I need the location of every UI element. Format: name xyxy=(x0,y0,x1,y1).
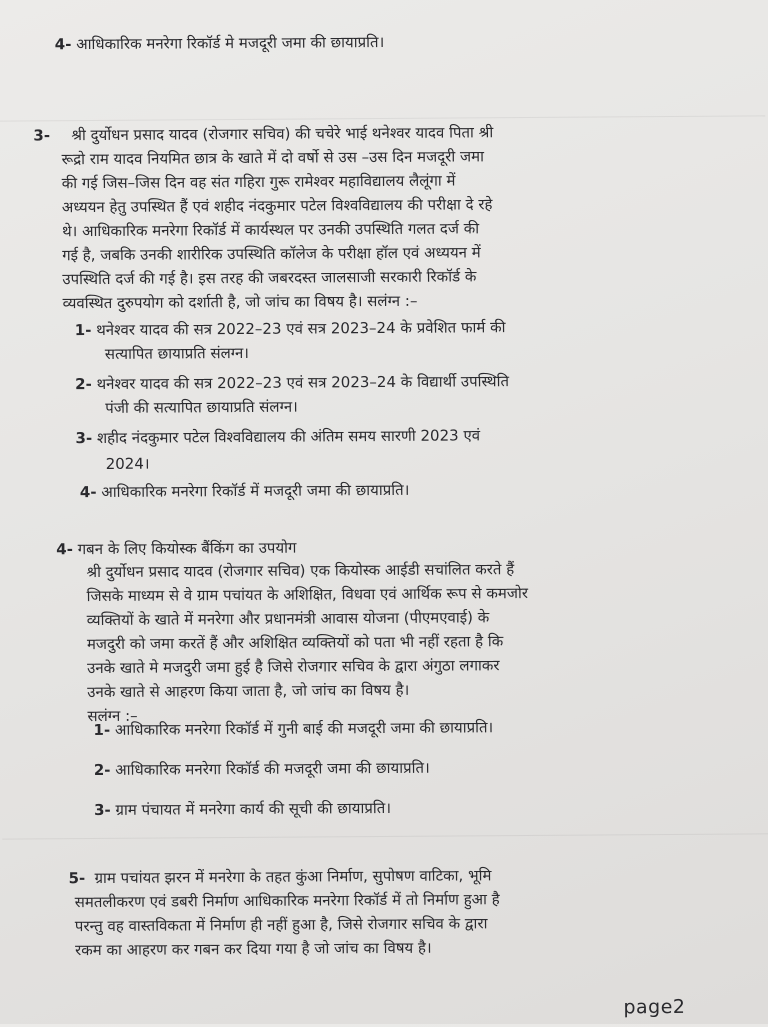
section-heading-text: गबन के लिए कियोस्क बैंकिंग का उपयोग xyxy=(77,538,297,559)
attachment-item xyxy=(94,796,391,823)
section-5-line: समतलीकरण एवं डबरी निर्माण आधिकारिक मनरेगा रिकॉर्ड में तो निर्माण हुआ है xyxy=(74,890,500,912)
section-3-line: गई है, जबकि उनकी शारीरिक उपस्थिति कॉलेज के परीक्षा हॉल एवं अध्ययन में xyxy=(62,243,481,265)
item-number: 1- xyxy=(93,720,111,740)
section-5-line: परन्तु वह वास्तविकता में निर्माण ही नहीं हुआ है, जिसे रोजगार सचिव के द्वारा xyxy=(74,914,488,936)
section-4-line: उनके खाते से आहरण किया जाता है, जो जांच का विषय है। xyxy=(87,680,410,702)
attachment-label: सलंग्न :– xyxy=(87,706,138,726)
top-attachment-line xyxy=(55,30,385,57)
item-number: 1- xyxy=(74,321,92,340)
item-text: शहीद नंदकुमार पटेल विश्वविद्यालय की अंतिम समय सारणी 2023 एवं xyxy=(96,426,481,448)
section-3-line: अध्ययन हेतु उपस्थित हैं एवं शहीद नंदकुमार पटेल विश्वविद्यालय की परीक्षा दे रहे xyxy=(61,195,493,217)
page-number: page2 xyxy=(623,995,686,1019)
section-3-number: 3- xyxy=(33,126,51,145)
attachment-item xyxy=(75,423,480,450)
section-4-line: जिसके माध्यम से वे ग्राम पचांयत के अशिक्षित, विधवा एवं आर्थिक रूप से कमजोर xyxy=(86,583,529,606)
attachment-item-cont: 2024। xyxy=(105,454,150,473)
attachment-item xyxy=(93,715,493,742)
section-3-line: रूद्रो राम यादव नियमित छात्र के खाते में दो वर्षो से उस –उस दिन मजदूरी जमा xyxy=(61,147,485,169)
item-number: 3- xyxy=(75,429,93,448)
attachment-item-cont: सत्यापित छायाप्रति संलग्न। xyxy=(104,343,250,363)
section-4-line: उनके खाते मे मजदुरी जमा हुई है जिसे रोजगार सचिव के द्वारा अंगुठा लगाकर xyxy=(87,656,500,678)
section-5-line: ग्राम पचांयत झरन में मनरेगा के तहत कुंआ निर्माण, सुपोषण वाटिका, भूमि xyxy=(94,866,492,888)
item-text: थनेश्वर यादव की सत्र 2022–23 एवं सत्र 2023–24 के विद्यार्थी उपस्थिति xyxy=(96,372,510,394)
section-3-line: थे। आधिकारिक मनरेगा रिकॉर्ड में कार्यस्थल पर उनकी उपस्थिति गलत दर्ज की xyxy=(61,219,480,241)
item-number: 3- xyxy=(94,800,111,820)
section-4-line: मजदुरी को जमा करतें हैं और अशिक्षित व्यक्तियों को पता भी नहीं रहता है कि xyxy=(86,632,504,654)
section-5-number: 5- xyxy=(68,869,86,888)
section-number: 4- xyxy=(56,540,73,559)
section-5-line: रकम का आहरण कर गबन कर दिया गया है जो जांच का विषय है। xyxy=(74,938,432,960)
attachment-item xyxy=(75,369,509,397)
item-text: आधिकारिक मनरेगा रिकॉर्ड में गुनी बाई की मजदूरी जमा की छायाप्रति। xyxy=(114,718,494,739)
attachment-item-cont: पंजी की सत्यापित छायाप्रति संलग्न। xyxy=(105,397,298,417)
paper-fold-line xyxy=(2,833,768,839)
item-text: आधिकारिक मनरेगा रिकॉर्ड मे मजदूरी जमा की छायाप्रति। xyxy=(76,32,385,54)
item-number: 2- xyxy=(75,375,92,394)
section-3-line: व्यवस्थित दुरुपयोग को दर्शाती है, जो जांच का विषय है। सलंग्न :– xyxy=(62,291,418,313)
item-number: 4- xyxy=(79,483,97,502)
section-3-line: श्री दुर्योधन प्रसाद यादव (रोजगार सचिव) की चचेरे भाई थनेश्वर यादव पिता श्री xyxy=(71,123,494,145)
item-text: आधिकारिक मनरेगा रिकॉर्ड की मजदूरी जमा की छायाप्रति। xyxy=(115,758,430,779)
item-number: 4- xyxy=(54,35,72,54)
attachment-item xyxy=(80,478,410,505)
item-text: आधिकारिक मनरेगा रिकॉर्ड में मजदूरी जमा की छायाप्रति। xyxy=(101,480,410,501)
attachment-item xyxy=(94,756,430,783)
section-3-line: की गई जिस–जिस दिन वह संत गहिरा गुरू रामेश्वर महाविद्यालय लैलूंगा में xyxy=(61,171,456,193)
attachment-item xyxy=(75,315,506,343)
item-text: ग्राम पंचायत में मनरेगा कार्य की सूची की छायाप्रति। xyxy=(115,798,392,819)
section-3-line: उपस्थिति दर्ज की गई है। इस तरह की जबरदस्त जालसाजी सरकारी रिकॉर्ड के xyxy=(62,267,477,289)
item-number: 2- xyxy=(93,760,111,780)
section-4-line: श्री दुर्योधन प्रसाद यादव (रोजगार सचिव) एक कियोस्क आईडी सचांलित करते हैं xyxy=(86,560,515,582)
section-4-line: व्यक्तियों के खाते में मनरेगा और प्रधानमंत्री आवास योजना (पीएमएवाई) के xyxy=(86,608,490,630)
item-text: थनेश्वर यादव की सत्र 2022–23 एवं सत्र 2023–24 के प्रवेशित फार्म की xyxy=(96,318,506,340)
